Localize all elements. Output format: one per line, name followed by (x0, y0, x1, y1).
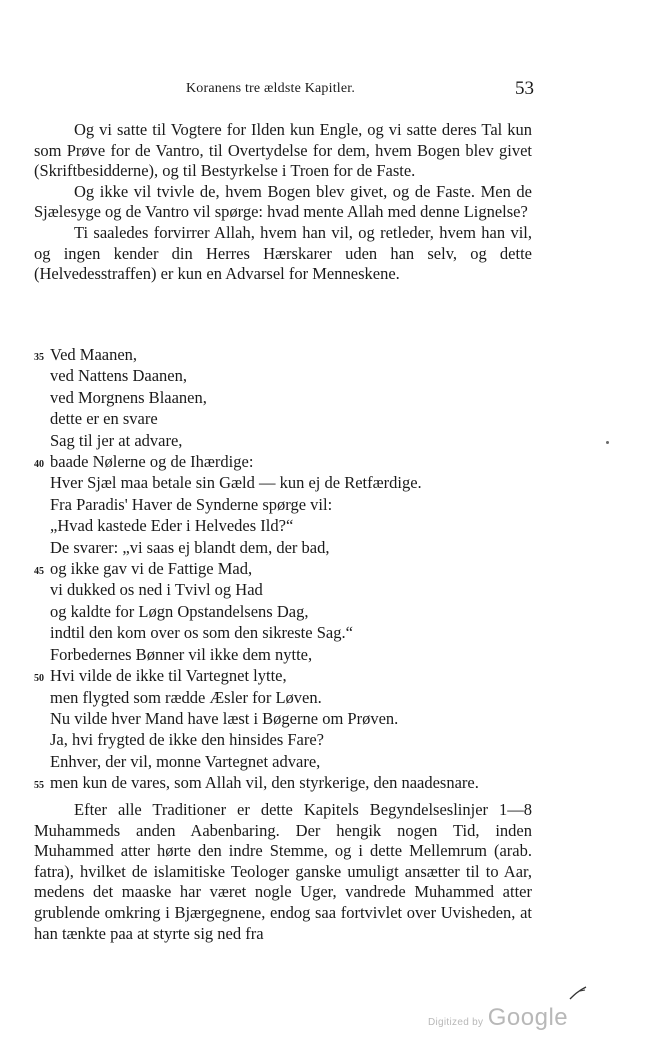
verse-text: baade Nølerne og de Ihærdige: (50, 452, 254, 472)
verse-text: og ikke gav vi de Fattige Mad, (50, 559, 253, 579)
verse-line (34, 365, 534, 386)
pen-mark-icon (568, 985, 588, 1001)
verse-text: Ja, hvi frygted de ikke den hinsides Fare? (50, 730, 325, 750)
verse-text: dette er en svare (50, 409, 158, 429)
verse-line (34, 472, 534, 493)
verse-number: 40 (34, 459, 44, 471)
verse-text: Hver Sjæl maa betale sin Gæld — kun ej de Retfærdige. (50, 473, 422, 493)
verse-text: ved Nattens Daanen, (50, 366, 187, 386)
verse-number: 45 (34, 566, 44, 578)
verse-line (34, 729, 534, 750)
verse-text: ved Morgnens Blaanen, (50, 387, 207, 407)
verse-line (34, 408, 534, 429)
verse-line (34, 708, 534, 729)
verse-line (34, 515, 534, 536)
verse-text: Ved Maanen, (50, 345, 138, 364)
verse-line (34, 451, 534, 472)
commentary-text (34, 800, 532, 944)
running-title: Koranens tre ældste Kapitler. (186, 81, 356, 96)
paragraph: Efter alle Traditioner er dette Kapitels Begyndelseslinjer 1—8 Muhammeds anden Aabenbaring. Der hengik nogen Tid, inden Muhammed atter hørte den indre Stemme, og i dette Mellemrum (arab. fatra), hvilket de islamitiske Teologer ganske umuligt ansætter til to Aar, medens det maaske har været nogle Uger, vandrede Muhammed atter grublende omkring i Bjærgegnene, endog saa fortvivlet over Uvisheden, at han tænkte paa at styrte sig ned fra (34, 800, 532, 943)
verse-line (34, 644, 534, 665)
ink-speck (606, 441, 609, 444)
watermark-prefix: Digitized by (428, 1017, 484, 1028)
verse-number: 50 (34, 673, 44, 685)
verse-number: 35 (34, 352, 44, 363)
verse-line (34, 579, 534, 600)
verse-line (34, 622, 534, 643)
intro-text (34, 120, 532, 285)
page-header (74, 80, 534, 104)
verse-block (34, 344, 534, 794)
verse-text: Nu vilde hver Mand have læst i Bøgerne om Prøven. (50, 708, 399, 728)
verse-line (34, 687, 534, 708)
verse-line (34, 601, 534, 622)
verse-text: Enhver, der vil, monne Vartegnet advare, (50, 751, 321, 771)
paragraph: Ti saaledes forvirrer Allah, hvem han vil, og retleder, hvem han vil, og ingen kender din Herres Hærskarer uden han selv, og dette (Helvedesstraffen) er kun en Advarsel for Menneskene. (34, 222, 532, 284)
verse-text: „Hvad kastede Eder i Helvedes Ild?“ (50, 516, 294, 536)
verse-text: De svarer: „vi saas ej blandt dem, der bad, (50, 537, 330, 557)
verse-text: Sag til jer at advare, (50, 430, 183, 450)
verse-line (34, 772, 534, 793)
page-number: 53 (515, 78, 534, 99)
verse-line (34, 665, 534, 686)
verse-text: men kun de vares, som Allah vil, den styrkerige, den naadesnare. (50, 773, 479, 793)
verse-text: Hvi vilde de ikke til Vartegnet lytte, (50, 666, 287, 686)
verse-line (34, 494, 534, 515)
verse-line (34, 537, 534, 558)
verse-text: indtil den kom over os som den sikreste Sag.“ (50, 623, 353, 643)
verse-text: vi dukked os ned i Tvivl og Had (50, 580, 263, 600)
verse-line (34, 430, 534, 451)
verse-line (34, 344, 534, 365)
paragraph: Og vi satte til Vogtere for Ilden kun Engle, og vi satte deres Tal kun som Prøve for de Vantro, til Overtydelse for dem, hvem Bogen blev givet (Skriftbesidderne), og til Bestyrkelse i Troen for de Faste. (34, 120, 532, 181)
verse-line (34, 751, 534, 772)
verse-line (34, 387, 534, 408)
verse-text: og kaldte for Løgn Opstandelsens Dag, (50, 601, 309, 621)
verse-text: Fra Paradis' Haver de Synderne spørge vil: (50, 494, 333, 514)
verse-number: 55 (34, 780, 44, 792)
watermark-brand: Google (487, 1004, 569, 1031)
paragraph: Og ikke vil tvivle de, hvem Bogen blev givet, og de Faste. Men de Sjælesyge og de Vantro vil spørge: hvad mente Allah med denne Lignelse? (34, 181, 532, 222)
verse-line (34, 558, 534, 579)
verse-text: men flygted som rædde Æsler for Løven. (50, 687, 322, 707)
digitized-watermark (428, 1004, 568, 1032)
verse-text: Forbedernes Bønner vil ikke dem nytte, (50, 644, 313, 664)
